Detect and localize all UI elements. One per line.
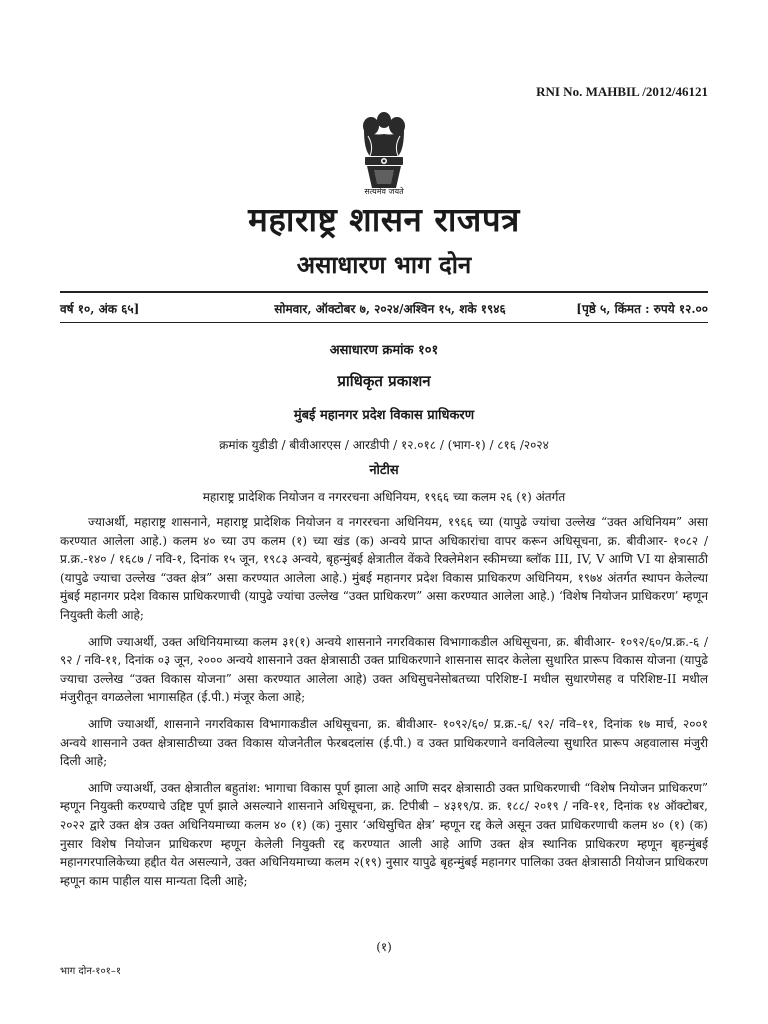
issue-date: सोमवार, ऑक्टोबर ७, २०२४/अश्विन १५, शके १९४६ <box>274 302 506 316</box>
header-divider-bottom <box>60 322 708 323</box>
paragraph: आणि ज्याअर्थी, उक्त क्षेत्रातील बहुतांश: भागाचा विकास पूर्ण झाला आहे आणि सदर क्षेत्रासाठी उक्त प्राधिकरणाची “विशेष नियोजन प्राधिकरण” म्हणून नियुक्ती करण्याचे उद्दिष्ट पूर्ण झाले असल्याने शासनाने अधिसूचना, क्र. टिपीबी – ४३१९/प्र. क्र. १८८/ २०१९ / नवि-११, दिनांक १४ ऑक्टोबर, २०२२ द्वारे उक्त क्षेत्र उक्त अधिनियमाच्या कलम ४० (१) (क) नुसार ‘अधिसुचित क्षेत्र’ म्हणून रद्द केले असून उक्त प्राधिकरणाची कलम ४० (१) (क) नुसार विशेष नियोजन प्राधिकरण म्हणून केलेली नियुक्ती रद्द करण्यात आली आहे आणि उक्त क्षेत्र स्थानिक प्राधिकरण म्हणून बृहन्मुंबई महानगरपालिकेच्या हद्दीत येत असल्याने, उक्त अधिनियमाच्या कलम २(१९) नुसार यापुढे बृहन्मुंबई महानगर पालिका उक्त क्षेत्रासाठी नियोजन प्राधिकरण म्हणून काम पाहील यास मान्यता दिली आहे; <box>60 780 708 888</box>
publication-heading: प्राधिकृत प्रकाशन <box>337 372 431 390</box>
header-divider-top <box>60 291 708 293</box>
notice-body <box>60 513 708 898</box>
footer-code: भाग दोन-१०१–१ <box>60 966 122 977</box>
emblem-motto: सत्यमेव जयते <box>364 187 404 196</box>
paragraph: आणि ज्याअर्थी, शासनाने नगरविकास विभागाकडील अधिसूचना, क्र. बीवीआर- १०९२/६०/ प्र.क्र.-६/ ९२/ नवि–११, दिनांक १७ मार्च, २००१ अन्वये शासनाने उक्त क्षेत्रासाठीच्या उक्त विकास योजनेतील फेरबदलांस (ई.पी.) व उक्त प्राधिकरणाने वनविलेल्या सुधारित प्रारूप अहवालास मंजुरी दिली आहे; <box>60 716 708 769</box>
gazette-subtitle: असाधारण भाग दोन <box>296 251 472 279</box>
page-number: (१) <box>376 940 392 954</box>
reference-number: क्रमांक युडीडी / बीवीआरएस / आरडीपी / १२.०१८ / (भाग-१) / ८१६ /२०२४ <box>219 438 549 452</box>
pages-price: [पृष्ठे ५, किंमत : रुपये १२.०० <box>576 302 708 316</box>
authority-name: मुंबई महानगर प्रदेश विकास प्राधिकरण <box>293 408 475 423</box>
national-emblem-icon <box>356 106 412 194</box>
gazette-title: महाराष्ट्र शासन राजपत्र <box>248 200 520 239</box>
volume-issue: वर्ष १०, अंक ६५] <box>60 302 140 316</box>
extraordinary-number: असाधारण क्रमांक १०१ <box>329 343 439 358</box>
issue-meta-row <box>60 300 708 316</box>
paragraph: ज्याअर्थी, महाराष्ट्र शासनाने, महाराष्ट्र प्रादेशिक नियोजन व नगररचना अधिनियम, १९६६ च्या (यापुढे ज्यांचा उल्लेख “उक्त अधिनियम” असा करण्यात आलेला आहे.) कलम ४० च्या उप कलम (१) च्या खंड (क) अन्वये प्राप्त अधिकारांचा वापर करून अधिसूचना, क्र. बीवीआर- १०८२ / प्र.क्र.-१४० / १६८७ / नवि-१, दिनांक १५ जून, १९८३ अन्वये, बृहन्मुंबई क्षेत्रातील वेंकवे रिक्लेमेशन स्कीमच्या ब्लॉक III, IV, V आणि VI या क्षेत्रासाठी (यापुढे ज्याचा उल्लेख “उक्त क्षेत्र” असा करण्यात आलेला आहे.) मुंबई महानगर प्रदेश विकास प्राधिकरण अधिनियम, १९७४ अंतर्गत स्थापन केलेल्या मुंबई महानगर प्रदेश विकास प्राधिकरणाची (यापुढे ज्यांचा उल्लेख “उक्त प्राधिकरण” असा करण्यात आलेला आहे.) ‘विशेष नियोजन प्राधिकरण’ म्हणून नियुक्ती केली आहे; <box>60 515 708 622</box>
paragraph: आणि ज्याअर्थी, उक्त अधिनियमाच्या कलम ३१(१) अन्वये शासनाने नगरविकास विभागाकडील अधिसूचना, क्र. बीवीआर- १०९२/६०/प्र.क्र.-६ / ९२ / नवि-११, दिनांक ०३ जून, २००० अन्वये शासनाने उक्त क्षेत्रासाठी उक्त प्राधिकरणाने शासनास सादर केलेला सुधारित प्रारूप विकास योजना (यापुढे ज्याचा उल्लेख “उक्त विकास योजना” असा करण्यात आलेला आहे) उक्त अधिसुचनेसोबतच्या परिशिष्ट-I मधील सुधारणेसह व परिशिष्ट-II मधील मंजुरीतून वगळलेला भागासहित (ई.पी.) मंजूर केला आहे; <box>60 634 708 705</box>
act-reference-line: महाराष्ट्र प्रादेशिक नियोजन व नगररचना अधिनियम, १९६६ च्या कलम २६ (१) अंतर्गत <box>202 490 566 504</box>
rni-number: RNI No. MAHBIL /2012/46121 <box>536 84 708 99</box>
notice-heading: नोटीस <box>369 463 399 478</box>
